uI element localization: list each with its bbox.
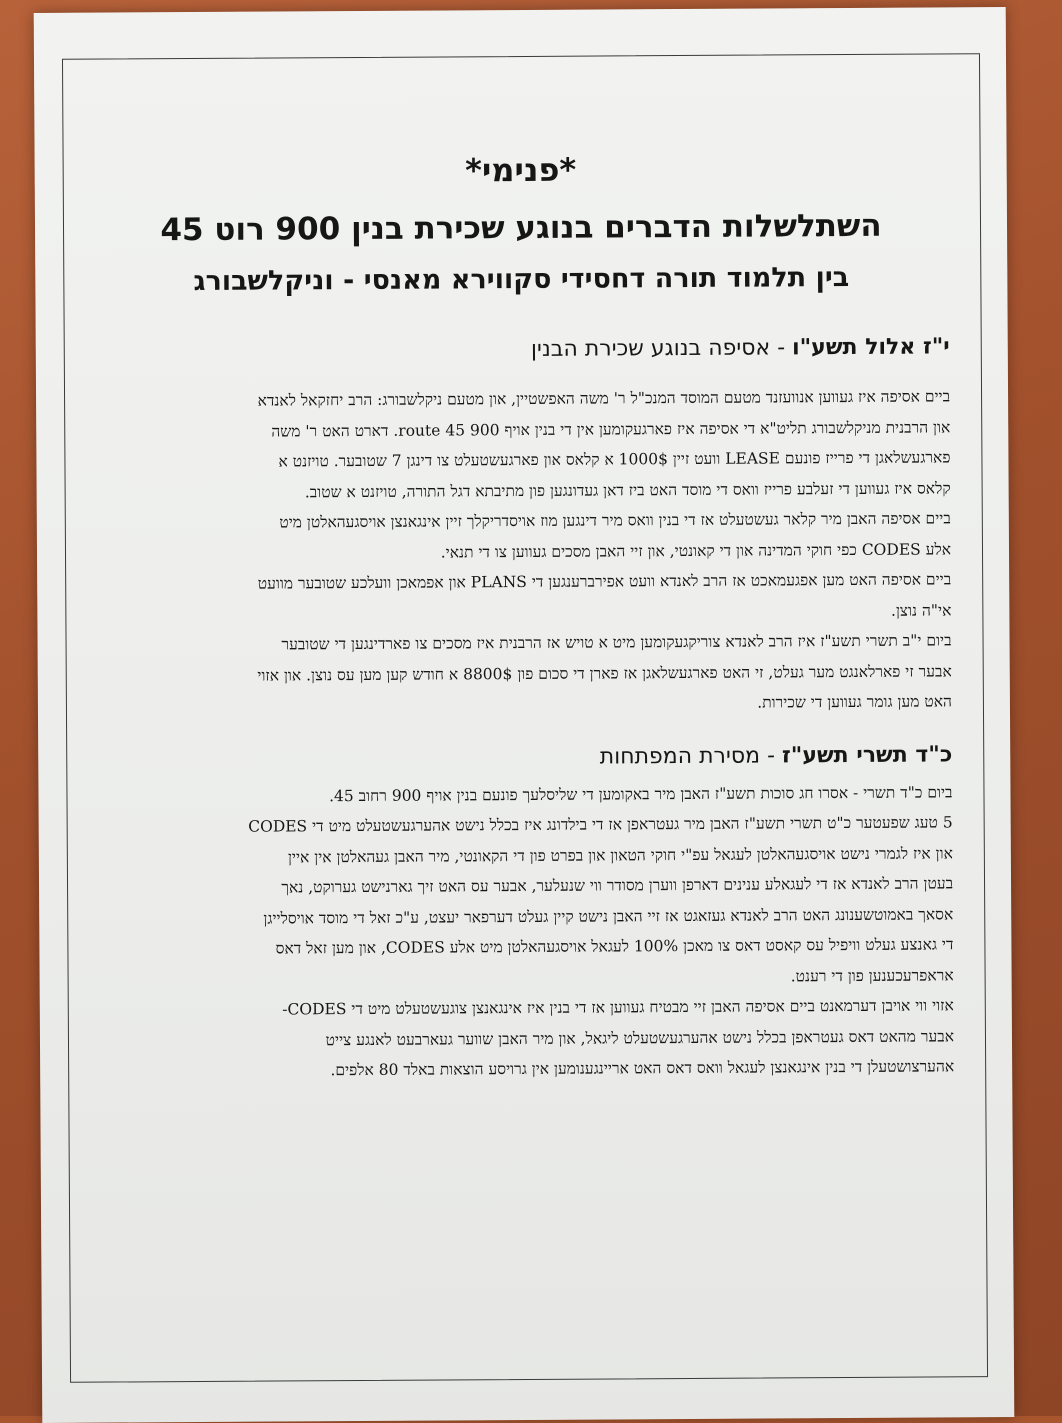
paragraph-line: אי"ה נוצן. <box>890 600 952 620</box>
paragraph-line: ביים אסיפה האט מען אפגעמאכט אז הרב לאנדא וועט אפירברענגען די PLANS און אפמאכן וועלכע שטובער מוועט <box>257 570 952 593</box>
document-header <box>93 145 950 302</box>
document-subtitle: בין תלמוד תורה דחסידי סקווירא מאנסי - וניקלשבורג <box>193 262 850 298</box>
paragraph-line: אבער מהאט דאס געטראפן בכלל נישט אהערגעשטעלט ליגאל, און מיר האבן שווער געארבעט לאנגע צייט <box>325 1026 955 1049</box>
paragraph-line: פארגעשלאגן די פרייז פונעם LEASE וועט זיין 1000$ א קלאס און פארגעשטעלט צו דינגן 7 שטובער. טויזנט א <box>278 448 951 471</box>
paper-sheet <box>34 7 1015 1423</box>
paragraph-line: 5 טעג שפעטער כ"ט תשרי תשע"ז האבן מיר געטראפן אז די בילדונג איז בכלל נישט אהערגעשטעלט מיט די CODES <box>248 813 953 836</box>
section-date: כ"ד תשרי תשע"ז <box>781 741 953 768</box>
section-heading <box>94 331 950 368</box>
section-heading <box>96 739 952 776</box>
document-body <box>93 145 955 1087</box>
section-keys-handover <box>96 739 954 1087</box>
section-heading-text: - אסיפה בנוגע שכירת הבנין <box>530 335 793 362</box>
section-date: י"ז אלול תשע"ו <box>792 334 950 361</box>
paragraph-line: בעטן הרב לאנדא אז די לעגאלע ענינים דארפן ווערן מסודר ווי שנעלער, אבער עס האט זיך גארנישט גערוקט, נאך <box>281 874 954 897</box>
internal-marker: *פנימי* <box>465 150 577 190</box>
paragraph-line: ביום כ"ד תשרי - אסרו חג סוכות תשע"ז האבן מיר באקומען די שליסלעך פונעם בנין אויף 900 רחוב 45. <box>328 782 953 805</box>
paragraph-line: און איז לגמרי נישט אויסגעהאלטן לעגאל עפ"י חוקי הטאון און בפרט פון די הקאונטי, מיר האבן געהאלטן אין איין <box>287 843 953 866</box>
document-title: השתלשלות הדברים בנוגע שכירת בנין 900 רוט 45 <box>160 207 882 249</box>
paragraph-line: די גאנצע געלט וויפיל עס קאסט דאס צו מאכן 100% לעגאל אויסגעהאלטן מיט אלע CODES, און מען זאל דאס <box>275 935 954 958</box>
paragraph-line: אבער זי פארלאנגט מער געלט, זי האט פארגעשלאגן אז פארן די סכום פון 8800$ א חודש קען מען עס נוצן. און אזוי <box>257 661 952 685</box>
section-heading-text: - מסירת המפתחות <box>599 742 783 770</box>
section-assembly <box>94 331 952 722</box>
paragraph-line: אלע CODES כפי חוקי המדינה און די קאונטי, און זיי האבן מסכים געווען צו די תנאי. <box>440 539 952 562</box>
paragraph-line: אזוי ווי אויבן דערמאנט ביים אסיפה האבן זיי מבטיח געווען אז די בנין איז אינגאנצן צוגעשטעלט מיט די CODES- <box>282 996 954 1019</box>
paragraph-line: קלאס איז געווען די זעלבע פרייז וואס די מוסד האט ביז דאן געדונגען פון מתיבתא דגל התורה, טויזנט א שטוב. <box>304 478 951 501</box>
paragraph-line: האט מען גומר געווען די שכירות. <box>757 692 952 712</box>
paragraph-line: ביים אסיפה האבן מיר קלאר געשטעלט אז די בנין וואס מיר דינגען מוז אויסדריקלך זיין אינגאנצן אויסגעהאלטן מיט <box>279 509 951 532</box>
paragraph-line: ביום י"ב תשרי תשע"ז איז הרב לאנדא צוריקגעקומען מיט א טויש אז הרבנית איז מסכים צו פארדינגען די שטובער <box>281 631 952 654</box>
paragraph-line: אסאך באמוטשענונג האט הרב לאנדא געזאגט אז זיי האבן נישט קיין געלט דערפאר יעצט, ע"כ זאל די מוסד אויסלייגן <box>263 904 954 928</box>
paragraph-line: אהערצושטעלן די בנין אינגאנצן לעגאל וואס דאס האט אריינגענומען אין גרויסע הוצאות באלד 80 אלפים. <box>330 1057 955 1080</box>
paragraph-line: אראפרעכענען פון די רענט. <box>790 965 954 985</box>
paragraph-line: און הרבנית מניקלשבורג תליט"א די אסיפה איז פארגעקומען אין די בנין אויף 900 route 45. דארט האט ר' משה <box>271 417 951 441</box>
paragraph-line: ביים אסיפה איז געווען אנוועזנד מטעם המוסד המנכ"ל ר' משה האפשטיין, און מטעם ניקלשבורג: הרב יחזקאל לאנדא <box>257 387 951 410</box>
